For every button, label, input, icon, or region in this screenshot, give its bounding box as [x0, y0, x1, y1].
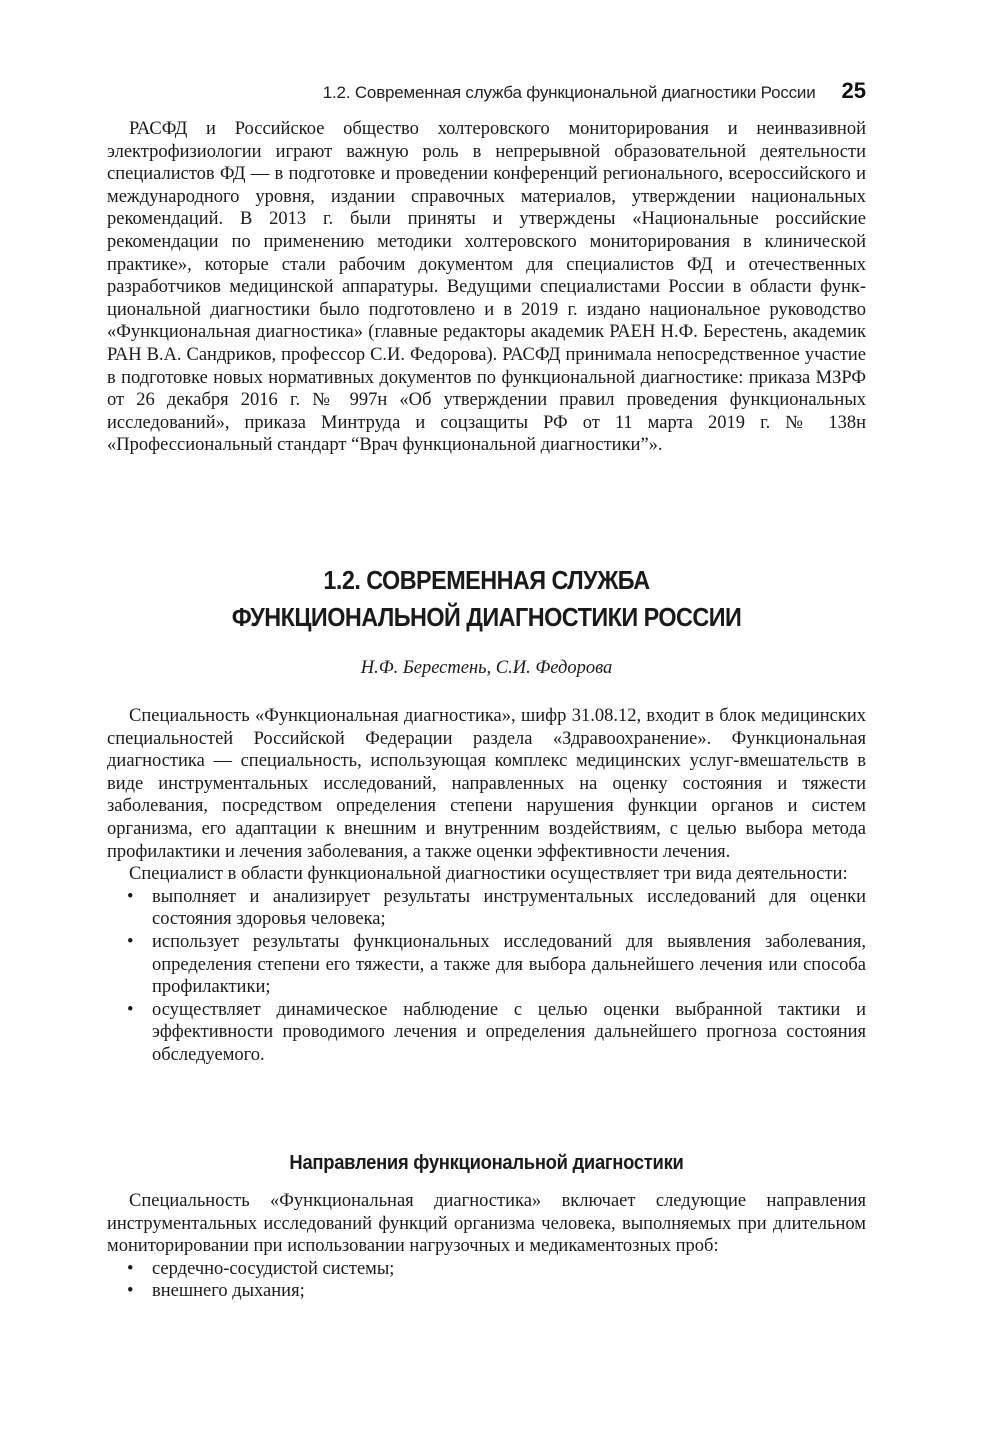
bullet-icon: • — [127, 1258, 134, 1279]
list-item: • осуществляет динамическое наблюдение с целью оценки выбранной тактики и эффективности проводимого лечения и определения дальнейшего прогноза состояния обследуемого. — [127, 999, 866, 1065]
running-header — [0, 78, 866, 104]
activities-intro-paragraph: Специалист в области функциональной диагностики осуществляет три вида деятельности: — [129, 864, 848, 885]
activities-list — [107, 886, 866, 1067]
directions-heading: Направления функциональной диагностики — [289, 1152, 684, 1174]
bullet-icon: • — [127, 931, 134, 952]
list-item: • внешнего дыхания; — [127, 1281, 305, 1302]
authors: Н.Ф. Берестень, С.И. Федорова — [360, 658, 613, 678]
bullet-icon: • — [127, 1281, 134, 1302]
chapter-heading-line-2: ФУНКЦИОНАЛЬНОЙ ДИАГНОСТИКИ РОССИИ — [231, 602, 742, 632]
intro-block — [107, 118, 866, 457]
section-body — [107, 705, 866, 1067]
directions-paragraph: Специальность «Функциональная диагностика» включает следующие направления инструментальных исследований функций организма человека, выполняемых при длительном мониторировании при использовании нагрузочных и медикаментозных проб: — [107, 1191, 866, 1257]
list-item: • сердечно-сосудистой системы; — [127, 1258, 395, 1279]
chapter-heading — [145, 562, 828, 636]
list-item: • использует результаты функциональных исследований для выявления заболевания, определения степени его тяжести, а также для выбора дальнейшего лечения или способа профилактики; — [127, 931, 866, 998]
bullet-icon: • — [127, 999, 134, 1020]
running-title: 1.2. Современная служба функциональной диагностики России — [322, 83, 816, 102]
specialty-paragraph: Специальность «Функциональная диагностика», шифр 31.08.12, входит в блок медицинских специальностей Российской Федерации раздела «Здравоохранение». Функциональная диагностика — специальность, использующая комплекс медицинских услуг-вмешательств в виде инструментальных исследований, направленных на оценку состояния и тяжести заболевания, посредством определения степени нарушения функции органов и систем организма, его адаптации к внешним и внутренним воздействиям, с целью выбора метода профилактики и лечения заболевания, а также оценки эффективности лечения. — [107, 706, 866, 862]
bullet-icon: • — [127, 886, 134, 907]
directions-list — [107, 1258, 866, 1303]
directions-body — [107, 1190, 866, 1303]
chapter-heading-line-1: 1.2. СОВРЕМЕННАЯ СЛУЖБА — [323, 565, 650, 595]
list-item: • выполняет и анализирует результаты инструментальных исследований для оценки состояния здоровья человека; — [127, 886, 866, 930]
intro-paragraph: РАСФД и Российское общество холтеровского мониторирования и неинвазивной электрофизиологии играют важную роль в непрерывной образовательной деятельности специалистов ФД — в подготовке и проведении конференций регионального, всероссийского и международного уровня, издании справочных материалов, утверждении национальных рекомендаций. В 2013 г. были приняты и утверждены «Национальные российские рекомендации по применению методики холтеровского мониторирования в клинической практике», которые стали рабочим документом для специалистов ФД и отечественных разработчиков медицинской аппаратуры. Ведущими специалистами России в области функциональной диагностики было подготовлено и в 2019 г. издано национальное руководство «Функциональная диагностика» (главные редакторы академик РАЕН Н.Ф. Берестень, академик РАН В.А. Сандриков, профессор С.И. Федорова). РАСФД принимала непосредственное участие в подготовке новых нормативных документов по функциональной диагностике: приказа МЗРФ от 26 декабря 2016 г. № 997н «Об утверждении правил проведения функциональных исследований», приказа Минтруда и соцзащиты РФ от 11 марта 2019 г. № 138н «Профессиональный стандарт “Врач функциональной диагностики”». — [107, 119, 866, 456]
page-number: 25 — [841, 78, 866, 103]
